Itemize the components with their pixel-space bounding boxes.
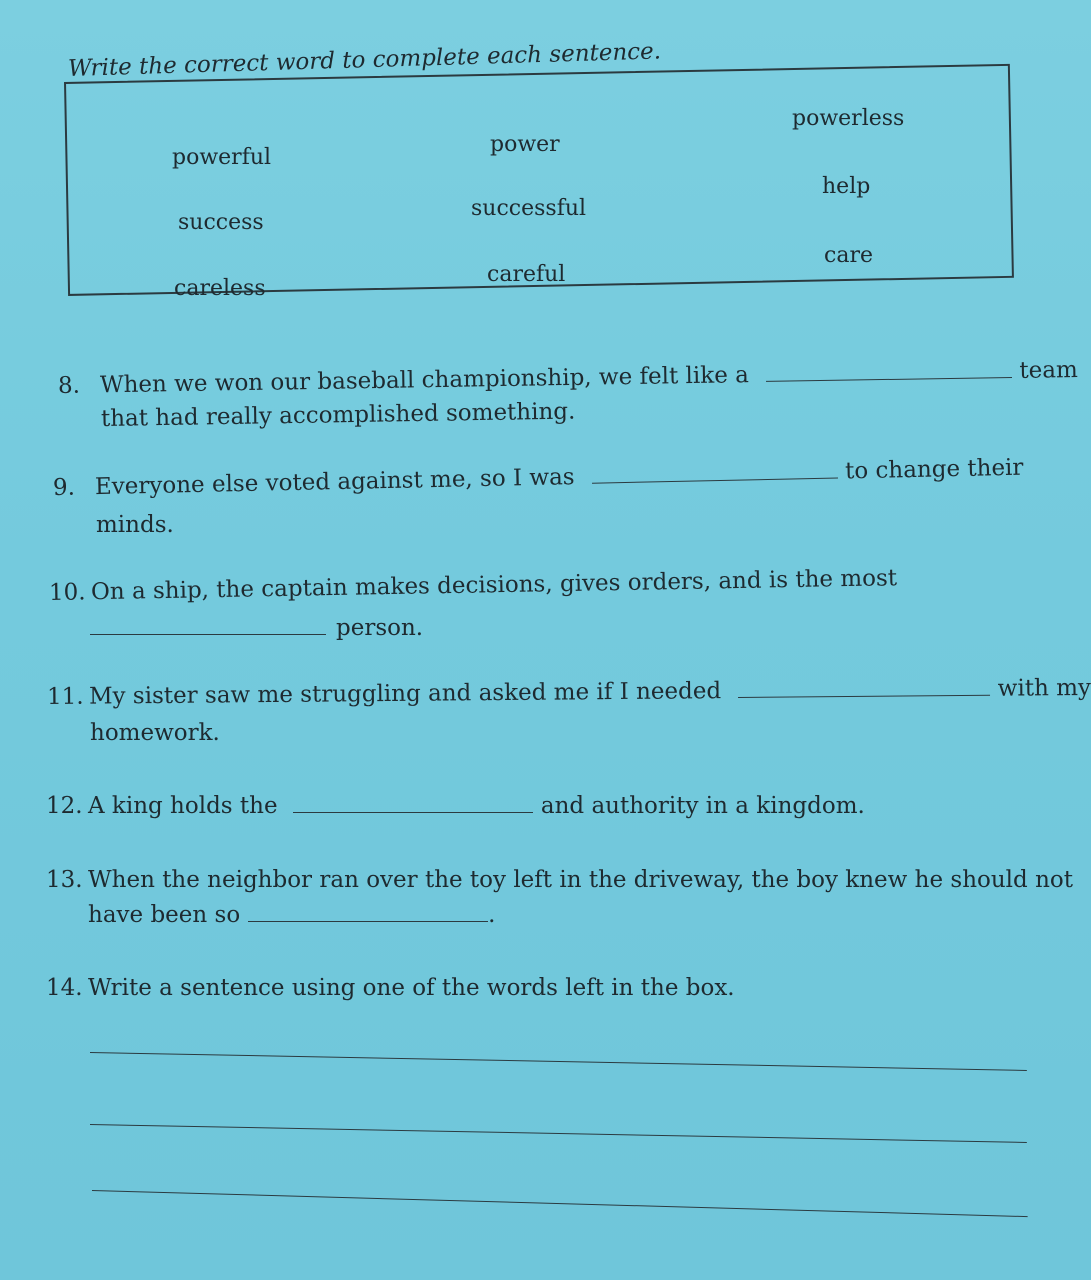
question-text: and authority in a kingdom. (540, 793, 865, 819)
question-text: homework. (90, 720, 220, 746)
question-number: 8. (57, 372, 81, 399)
question-number: 13. (46, 867, 83, 893)
word-bank-item: success (178, 210, 264, 235)
question-text: to change their (844, 454, 1024, 485)
question-number: 10. (48, 579, 86, 606)
answer-blank[interactable] (90, 614, 326, 635)
question-9 (53, 454, 1024, 501)
answer-blank[interactable] (592, 458, 838, 484)
question-number: 14. (46, 975, 83, 1001)
question-10 (49, 565, 897, 606)
word-bank-item: successful (471, 196, 587, 221)
question-13 (46, 867, 1073, 893)
question-13-line2 (88, 901, 495, 928)
question-11 (47, 674, 1091, 710)
question-number: 12. (46, 793, 83, 819)
question-text: Write a sentence using one of the words left in the box. (88, 975, 735, 1001)
question-text: When the neighbor ran over the toy left in the driveway, the boy knew he should not (88, 867, 1073, 893)
question-12 (46, 792, 865, 819)
word-bank-item: care (824, 243, 873, 268)
word-bank-item: powerful (172, 145, 272, 170)
question-text: have been so (88, 902, 241, 928)
question-8 (58, 356, 1078, 399)
word-bank-item: power (490, 132, 560, 157)
question-text: On a ship, the captain makes decisions, gives orders, and is the most (90, 565, 898, 606)
writing-line[interactable] (90, 1052, 1027, 1071)
question-text: that had really accomplished something. (100, 398, 576, 432)
question-number: 11. (46, 683, 84, 710)
question-text: A king holds the (88, 793, 278, 819)
instructions: Write the correct word to complete each sentence. (67, 38, 662, 82)
writing-line[interactable] (90, 1124, 1027, 1143)
question-10-line2 (90, 614, 423, 641)
question-text: team (1019, 356, 1079, 384)
word-bank-item: careful (487, 262, 566, 287)
question-text: . (488, 902, 496, 928)
question-14 (46, 975, 735, 1001)
answer-blank[interactable] (293, 792, 533, 813)
word-bank-item: help (822, 174, 871, 199)
question-text: with my (997, 674, 1091, 702)
question-number: 9. (52, 474, 76, 501)
word-bank-item: powerless (792, 106, 905, 131)
answer-blank[interactable] (738, 675, 990, 698)
word-bank-item: careless (174, 276, 266, 301)
question-text: When we won our baseball championship, we felt like a (99, 362, 750, 399)
question-text: Everyone else voted against me, so I was (94, 464, 575, 501)
writing-line[interactable] (92, 1190, 1028, 1217)
question-text: minds. (96, 512, 174, 538)
question-text: My sister saw me struggling and asked me if I needed (88, 678, 722, 710)
answer-blank[interactable] (766, 357, 1012, 382)
question-text: person. (336, 615, 424, 641)
answer-blank[interactable] (248, 901, 488, 922)
